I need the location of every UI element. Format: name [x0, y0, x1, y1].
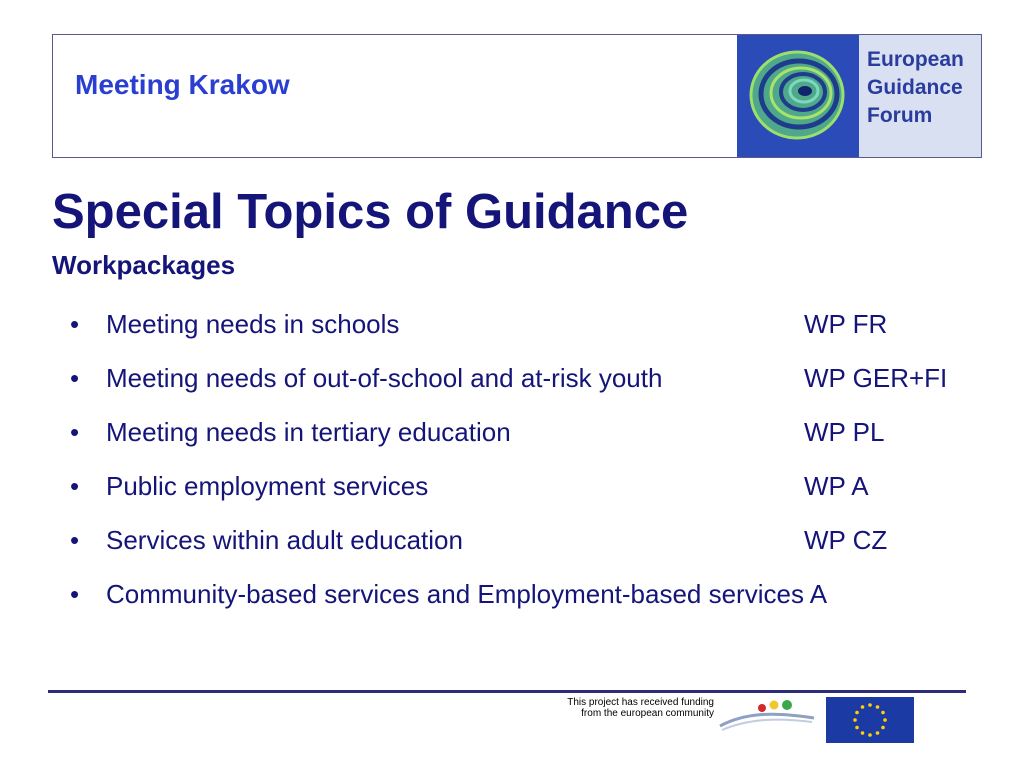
slide-subtitle: Workpackages [52, 250, 236, 280]
bullet: • [70, 471, 80, 501]
topic-label: Public employment services [106, 471, 429, 501]
topic-label: Meeting needs of out-of-school and at-risk youth [106, 363, 663, 393]
swirl-logo-icon [737, 35, 859, 157]
topic-label: Community-based services and Employment-based services A [106, 579, 828, 609]
logo-text-panel [859, 35, 981, 157]
bullet: • [70, 363, 80, 393]
workpackage-label: WP CZ [804, 525, 888, 555]
bullet: • [70, 525, 80, 555]
workpackage-label: WP GER+FI [804, 363, 948, 393]
topic-label: Meeting needs in schools [106, 309, 400, 339]
slide-title: Special Topics of Guidance [52, 185, 689, 239]
eu-flag-icon [826, 697, 914, 743]
workpackage-label: WP PL [804, 417, 885, 447]
topic-label: Services within adult education [106, 525, 463, 555]
header-banner [52, 34, 982, 158]
workpackage-label: WP FR [804, 309, 888, 339]
bullet: • [70, 579, 80, 609]
bullet: • [70, 309, 80, 339]
footer-divider [48, 690, 966, 693]
logo-text-line: Forum [867, 104, 933, 127]
bullet: • [70, 417, 80, 447]
logo-text-line: European [867, 48, 964, 71]
workpackage-label: WP A [804, 471, 869, 501]
dots-logo-icon [716, 696, 820, 741]
funding-notice [520, 697, 714, 719]
meeting-title: Meeting Krakow [75, 69, 290, 100]
funding-line: from the european community [581, 708, 714, 719]
funding-line: This project has received funding [567, 697, 714, 708]
logo-text-line: Guidance [867, 76, 963, 99]
topic-label: Meeting needs in tertiary education [106, 417, 511, 447]
